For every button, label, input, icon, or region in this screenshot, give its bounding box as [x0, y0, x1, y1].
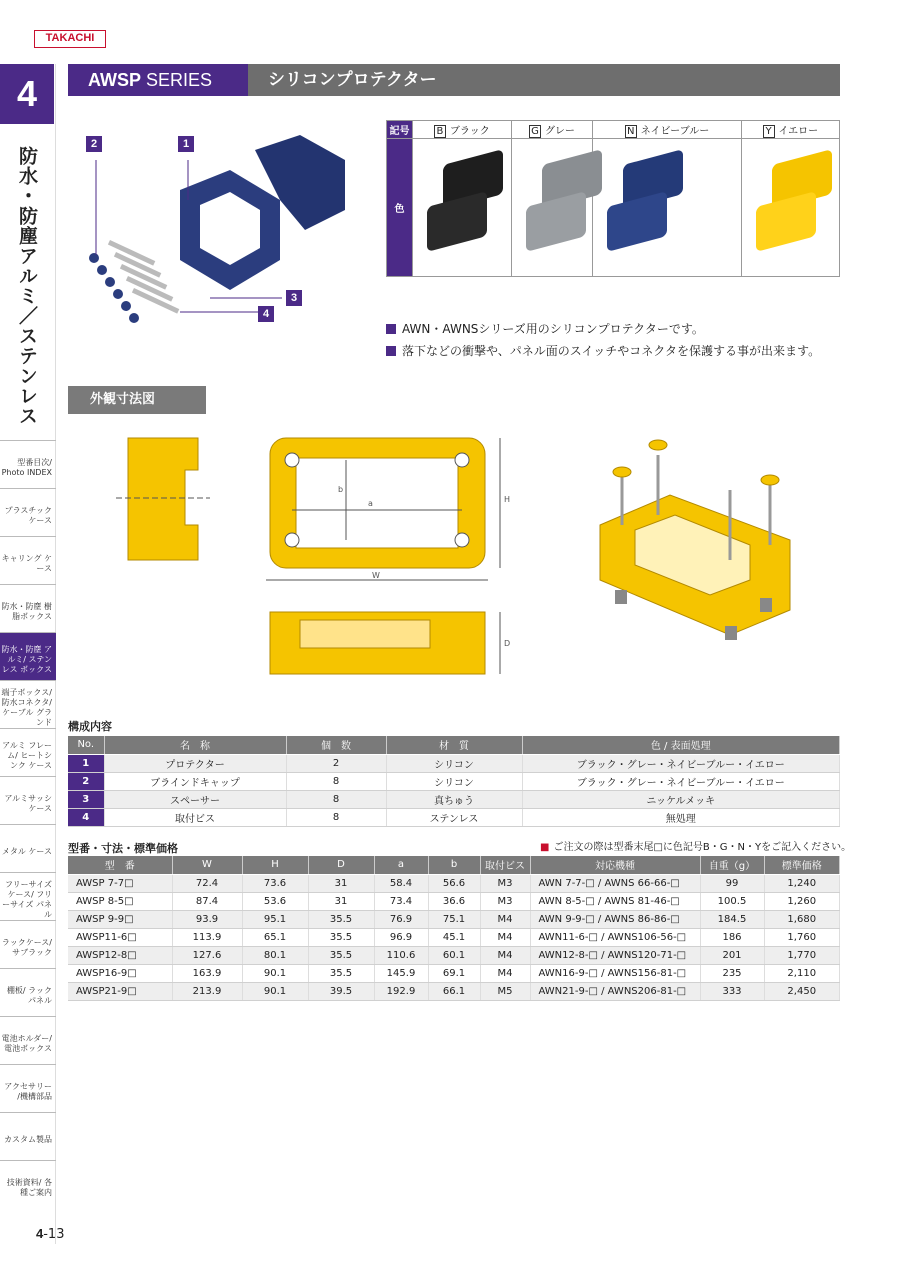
- color-header-gray: G グレー: [511, 121, 593, 139]
- col-header: a: [374, 856, 428, 874]
- table-row: [68, 772, 840, 790]
- table-cell: M4: [480, 910, 530, 928]
- table-cell: 65.1: [242, 928, 308, 946]
- table-cell: 2: [68, 772, 104, 790]
- contents-table: [68, 736, 840, 827]
- table-cell: 35.5: [308, 946, 374, 964]
- price-header-row: [68, 856, 840, 874]
- table-cell: 1,770: [764, 946, 840, 964]
- table-cell: 56.6: [428, 874, 480, 892]
- table-cell: 192.9: [374, 982, 428, 1000]
- contents-header-row: [68, 736, 840, 754]
- table-cell: AWSP 8-5□: [68, 892, 172, 910]
- table-cell: 1,680: [764, 910, 840, 928]
- table-cell: AWN16-9-□ / AWNS156-81-□: [530, 964, 700, 982]
- part-label-2: 2: [86, 136, 102, 152]
- code-row-label: 記号: [387, 121, 413, 139]
- color-header-black: B ブラック: [413, 121, 512, 139]
- top-view: [266, 438, 510, 580]
- table-row: [68, 754, 840, 772]
- table-cell: 1,240: [764, 874, 840, 892]
- table-cell: 4: [68, 808, 104, 826]
- feature-item: AWN・AWNSシリーズ用のシリコンプロテクターです。: [386, 318, 820, 340]
- table-cell: AWN21-9-□ / AWNS206-81-□: [530, 982, 700, 1000]
- table-cell: プロテクター: [104, 754, 286, 772]
- sidenav-item[interactable]: 技術資料/ 各種ご案内: [0, 1160, 56, 1208]
- sidenav-item[interactable]: 型番目次/ Photo INDEX: [0, 440, 56, 488]
- series-title: [68, 64, 248, 96]
- sidenav-item[interactable]: アルミサッシ ケース: [0, 776, 56, 824]
- table-row: [68, 910, 840, 928]
- table-cell: 100.5: [700, 892, 764, 910]
- table-cell: 1,260: [764, 892, 840, 910]
- color-header-yellow: Y イエロー: [741, 121, 839, 139]
- table-cell: 8: [286, 808, 386, 826]
- sidenav-item[interactable]: アクセサリー /機構部品: [0, 1064, 56, 1112]
- col-header: H: [242, 856, 308, 874]
- part-label-1: 1: [178, 136, 194, 152]
- table-cell: 31: [308, 892, 374, 910]
- sidenav-item[interactable]: 端子ボックス/ 防水コネクタ/ ケーブル グランド: [0, 680, 56, 728]
- page-header: [68, 64, 840, 96]
- table-cell: AWSP21-9□: [68, 982, 172, 1000]
- table-cell: M4: [480, 946, 530, 964]
- table-cell: 58.4: [374, 874, 428, 892]
- table-row: [68, 964, 840, 982]
- color-header-navy: N ネイビーブルー: [593, 121, 741, 139]
- table-cell: 8: [286, 790, 386, 808]
- table-row: [68, 874, 840, 892]
- sidenav-item[interactable]: アルミ フレーム/ ヒートシンク ケース: [0, 728, 56, 776]
- table-cell: 186: [700, 928, 764, 946]
- table-cell: 35.5: [308, 910, 374, 928]
- parts-illustration: [80, 130, 380, 330]
- table-cell: M5: [480, 982, 530, 1000]
- table-cell: AWSP16-9□: [68, 964, 172, 982]
- price-caption: 型番・寸法・標準価格: [68, 842, 178, 855]
- col-header: 自重（g）: [700, 856, 764, 874]
- table-cell: AWSP11-6□: [68, 928, 172, 946]
- table-cell: 66.1: [428, 982, 480, 1000]
- table-cell: 90.1: [242, 982, 308, 1000]
- table-cell: ブラック・グレー・ネイビーブルー・イエロー: [522, 754, 840, 772]
- table-cell: 69.1: [428, 964, 480, 982]
- table-cell: 113.9: [172, 928, 242, 946]
- table-cell: 201: [700, 946, 764, 964]
- feature-item: 落下などの衝撃や、パネル面のスイッチやコネクタを保護する事が出来ます。: [386, 340, 820, 362]
- table-row: [68, 892, 840, 910]
- sidenav-item[interactable]: 防水・防塵 アルミ/ ステンレス ボックス: [0, 632, 56, 680]
- screws: [108, 240, 179, 314]
- col-header: 色 / 表面処理: [522, 736, 840, 754]
- table-cell: AWSP12-8□: [68, 946, 172, 964]
- table-cell: 145.9: [374, 964, 428, 982]
- sidenav-item[interactable]: カスタム製品: [0, 1112, 56, 1160]
- part-label-3: 3: [286, 290, 302, 306]
- col-header: b: [428, 856, 480, 874]
- table-cell: 35.5: [308, 928, 374, 946]
- table-cell: M3: [480, 892, 530, 910]
- table-cell: 39.5: [308, 982, 374, 1000]
- col-header: W: [172, 856, 242, 874]
- table-cell: AWSP 7-7□: [68, 874, 172, 892]
- dim-label-a: a: [368, 499, 373, 508]
- table-cell: 35.5: [308, 964, 374, 982]
- protector-navy: [180, 135, 345, 290]
- table-cell: スペーサー: [104, 790, 286, 808]
- contents-caption: 構成内容: [68, 720, 112, 733]
- dim-label-h: H: [504, 495, 511, 504]
- sidenav-item[interactable]: プラスチック ケース: [0, 488, 56, 536]
- dim-label-w: W: [372, 571, 380, 580]
- swatch-yellow: [741, 139, 839, 277]
- col-header: 取付ビス: [480, 856, 530, 874]
- table-cell: 93.9: [172, 910, 242, 928]
- side-view: [116, 438, 210, 560]
- table-cell: 31: [308, 874, 374, 892]
- feature-list: [386, 318, 820, 362]
- col-header: 個 数: [286, 736, 386, 754]
- table-cell: 45.1: [428, 928, 480, 946]
- table-cell: 333: [700, 982, 764, 1000]
- table-cell: 76.9: [374, 910, 428, 928]
- sidenav-item[interactable]: 防水・防塵 樹脂ボックス: [0, 584, 56, 632]
- sidenav-item[interactable]: 棚板/ ラックパネル: [0, 968, 56, 1016]
- table-cell: シリコン: [386, 772, 522, 790]
- order-note: ■ ご注文の際は型番末尾□に色記号B・G・N・Yをご記入ください。: [540, 838, 851, 853]
- col-header: 型 番: [68, 856, 172, 874]
- table-cell: 真ちゅう: [386, 790, 522, 808]
- table-cell: 184.5: [700, 910, 764, 928]
- table-cell: 163.9: [172, 964, 242, 982]
- table-cell: 110.6: [374, 946, 428, 964]
- table-row: [68, 808, 840, 826]
- sidenav-item[interactable]: メタル ケース: [0, 824, 56, 872]
- table-cell: AWN 7-7-□ / AWNS 66-66-□: [530, 874, 700, 892]
- col-header: 標準価格: [764, 856, 840, 874]
- table-cell: 2: [286, 754, 386, 772]
- table-cell: 2,450: [764, 982, 840, 1000]
- table-row: [68, 946, 840, 964]
- table-cell: 60.1: [428, 946, 480, 964]
- table-cell: シリコン: [386, 754, 522, 772]
- series-suffix: SERIES: [146, 70, 213, 90]
- table-cell: ブラック・グレー・ネイビーブルー・イエロー: [522, 772, 840, 790]
- table-cell: 235: [700, 964, 764, 982]
- col-header: 対応機種: [530, 856, 700, 874]
- table-cell: 73.4: [374, 892, 428, 910]
- dimension-section-title: 外観寸法図: [68, 386, 206, 414]
- table-cell: 8: [286, 772, 386, 790]
- table-row: [68, 982, 840, 1000]
- color-row-label: 色: [387, 139, 413, 277]
- table-cell: AWSP 9-9□: [68, 910, 172, 928]
- table-cell: 90.1: [242, 964, 308, 982]
- table-cell: AWN12-8-□ / AWNS120-71-□: [530, 946, 700, 964]
- table-cell: M3: [480, 874, 530, 892]
- sidenav-item[interactable]: ラックケース/ サブラック: [0, 920, 56, 968]
- table-cell: 1: [68, 754, 104, 772]
- table-cell: ニッケルメッキ: [522, 790, 840, 808]
- table-cell: 99: [700, 874, 764, 892]
- table-cell: AWN 8-5-□ / AWNS 81-46-□: [530, 892, 700, 910]
- table-cell: 36.6: [428, 892, 480, 910]
- table-cell: M4: [480, 928, 530, 946]
- table-cell: AWN11-6-□ / AWNS106-56-□: [530, 928, 700, 946]
- table-cell: AWN 9-9-□ / AWNS 86-86-□: [530, 910, 700, 928]
- col-header: 名 称: [104, 736, 286, 754]
- swatch-gray: [511, 139, 593, 277]
- table-row: [68, 928, 840, 946]
- table-cell: 213.9: [172, 982, 242, 1000]
- sidenav-item[interactable]: フリーサイズ ケース/ フリーサイズ パネル: [0, 872, 56, 920]
- dimension-drawings: [110, 430, 830, 690]
- sidenav-item[interactable]: キャリング ケース: [0, 536, 56, 584]
- product-title: シリコンプロテクター: [248, 64, 840, 96]
- dim-label-d: D: [504, 639, 511, 648]
- table-cell: 53.6: [242, 892, 308, 910]
- table-cell: 72.4: [172, 874, 242, 892]
- swatch-black: [413, 139, 512, 277]
- brand-logo: TAKACHI: [34, 30, 106, 48]
- price-table: [68, 856, 840, 1001]
- side-navigation: [0, 440, 56, 1208]
- col-header: D: [308, 856, 374, 874]
- series-code: AWSP: [88, 70, 142, 90]
- page-number: 4-13: [36, 1226, 65, 1242]
- table-cell: 127.6: [172, 946, 242, 964]
- dim-label-b: b: [338, 485, 344, 494]
- table-cell: 73.6: [242, 874, 308, 892]
- swatch-navy: [593, 139, 741, 277]
- front-view: [270, 612, 510, 674]
- table-cell: 75.1: [428, 910, 480, 928]
- sidenav-item[interactable]: 電池ホルダー/ 電池ボックス: [0, 1016, 56, 1064]
- table-cell: 95.1: [242, 910, 308, 928]
- col-header: 材 質: [386, 736, 522, 754]
- part-label-4: 4: [258, 306, 274, 322]
- table-cell: ステンレス: [386, 808, 522, 826]
- chapter-number: 4: [0, 64, 54, 124]
- col-header: No.: [68, 736, 104, 754]
- table-cell: 87.4: [172, 892, 242, 910]
- table-row: [68, 790, 840, 808]
- table-cell: M4: [480, 964, 530, 982]
- table-cell: 80.1: [242, 946, 308, 964]
- table-cell: 2,110: [764, 964, 840, 982]
- color-table: [386, 120, 840, 277]
- table-cell: 取付ビス: [104, 808, 286, 826]
- table-cell: 96.9: [374, 928, 428, 946]
- table-cell: 無処理: [522, 808, 840, 826]
- exploded-3d-view: [600, 440, 790, 640]
- table-cell: 3: [68, 790, 104, 808]
- table-cell: 1,760: [764, 928, 840, 946]
- table-cell: ブラインドキャップ: [104, 772, 286, 790]
- chapter-title: 防水・防塵アルミ／ステンレス: [0, 124, 54, 436]
